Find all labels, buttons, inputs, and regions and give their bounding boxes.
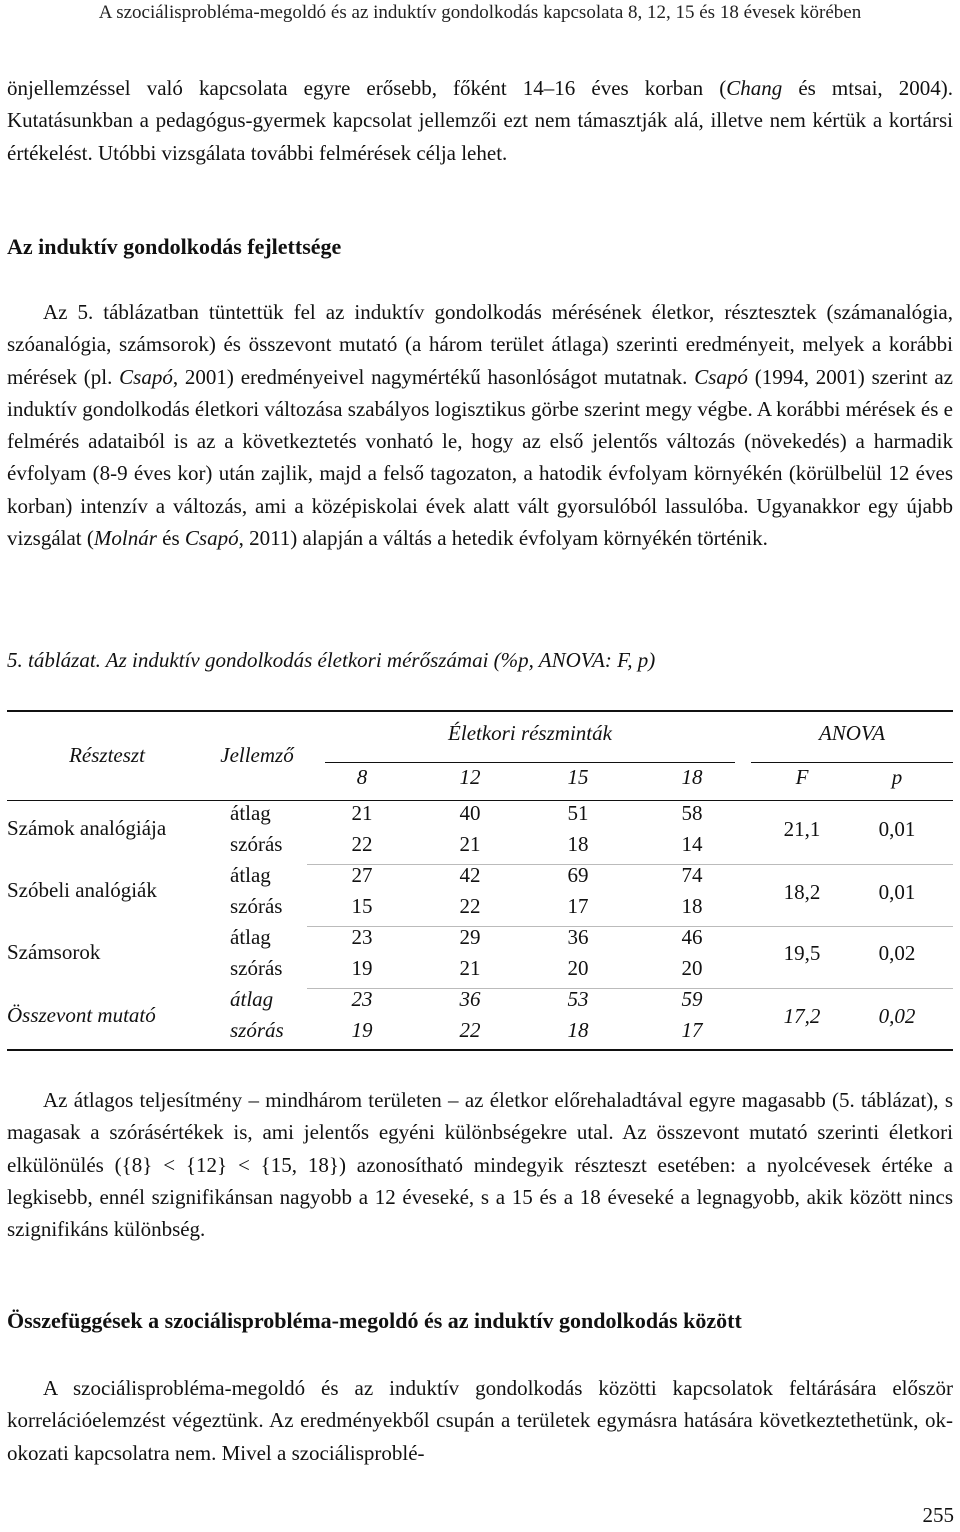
cell-sd-8: 19 xyxy=(351,1018,373,1042)
row-measure-mean: átlag xyxy=(230,863,271,887)
row-measure-sd: szórás xyxy=(230,832,283,856)
row-measure-mean: átlag xyxy=(230,801,271,825)
row-separator xyxy=(307,988,953,989)
header-subtest: Részteszt xyxy=(69,743,145,767)
cell-sd-18: 18 xyxy=(681,894,703,918)
para1-text-3: (1994, 2001) szerint az induktív gondolkodás életkori változása szabályos logisztikus görbe szerint megy végbe. A korábbi mérések és e felmérés adataiból is az a következtetés vonható le, hogy az első jelentős változás (növekedés) a harmadik évfolyam (8-9 éves kor) után zajlik, majd a felső tagozaton, a hatodik évfolyam környékén (körülbelül 12 éves korban) intenzív a változás, ami a középiskolai évek alatt vált gyorsulóból lassulóba. Ugyanakkor egy újabb vizsgálat ( xyxy=(7,364,953,551)
intro-text-1: önjellemzéssel való kapcsolata egyre erősebb, főként 14–16 éves korban ( xyxy=(7,76,727,100)
para1-text-1: Az 5. táblázatban tüntettük fel az induktív gondolkodás mérésének életkor, résztesztek (számanalógia, szóanalógia, számsorok) és összevont mutató (a három terület átlaga) szerinti eredményeit, melyek a korábbi mérések (pl. xyxy=(7,300,953,389)
table-caption-label: 5. táblázat. xyxy=(7,648,101,672)
page-number: 255 xyxy=(922,1503,954,1527)
cell-mean-15: 53 xyxy=(567,987,589,1011)
cell-sd-18: 20 xyxy=(681,956,703,980)
row-subtest-name: Szóbeli analógiák xyxy=(7,878,157,902)
row-separator xyxy=(307,864,953,865)
paragraph-age-differences: Az átlagos teljesítmény – mindhárom területen – az életkor előrehaladtával egyre magasabb (5. táblázat), s magasak a szórásértékek is, ami jelentős egyéni különbségekre utal. Az összevont mutató szerinti életkori elkülönülés ({8} < {12} < {15, 18}) azonosítható mindegyik részteszt esetében: a nyolcévesek értéke a legkisebb, ennél szignifikánsan nagyobb a 12 éveseké, s a 15 és a 18 éveseké a legnagyobb, akik között nincs szignifikáns különbség. xyxy=(7,1088,953,1242)
header-anova-f: F xyxy=(795,765,809,789)
cell-mean-18: 46 xyxy=(681,925,703,949)
para1-text-5: , 2011) alapján a váltás a hetedik évfolyam környékén történik. xyxy=(238,526,768,551)
cell-mean-8: 27 xyxy=(351,863,373,887)
para1-text-4: és xyxy=(156,526,185,551)
header-age-8: 8 xyxy=(356,765,368,789)
cell-mean-18: 74 xyxy=(681,863,703,887)
section-title-relationships: Összefüggések a szociálisprobléma-megoldó és az induktív gondolkodás között xyxy=(7,1308,742,1333)
cell-mean-8: 23 xyxy=(351,987,373,1011)
cell-anova-p: 0,01 xyxy=(878,880,916,904)
cell-sd-8: 15 xyxy=(351,894,373,918)
cell-mean-15: 69 xyxy=(567,863,589,887)
cell-mean-12: 29 xyxy=(459,925,481,949)
row-measure-sd: szórás xyxy=(230,1018,284,1042)
running-header: A szociálisprobléma-megoldó és az induktív gondolkodás kapcsolata 8, 12, 15 és 18 évesek körében xyxy=(98,2,862,23)
paragraph-correlation: A szociálisprobléma-megoldó és az induktív gondolkodás közötti kapcsolatok feltárására először korrelációelemzést végeztünk. Az eredményekből csupán a területek egymásra hatására következtethetünk, ok-okozati kapcsolatra nem. Mivel a szociálisproblé- xyxy=(7,1376,953,1465)
row-measure-sd: szórás xyxy=(230,894,283,918)
cell-mean-8: 23 xyxy=(351,925,373,949)
row-subtest-name: Számok analógiája xyxy=(7,816,167,840)
cell-mean-8: 21 xyxy=(351,801,373,825)
cell-anova-p: 0,02 xyxy=(878,1004,916,1028)
cell-sd-18: 17 xyxy=(681,1018,703,1042)
cell-mean-18: 59 xyxy=(681,987,703,1011)
para1-citation-3: Molnár xyxy=(93,526,157,551)
row-measure-mean: átlag xyxy=(230,987,274,1011)
table-bottom-rule xyxy=(7,1049,953,1051)
group-rule-ages xyxy=(325,762,735,763)
cell-sd-15: 18 xyxy=(567,832,589,856)
cell-sd-12: 22 xyxy=(459,894,481,918)
cell-anova-p: 0,02 xyxy=(878,941,916,965)
cell-mean-15: 36 xyxy=(567,925,589,949)
header-age-12: 12 xyxy=(459,765,481,789)
cell-sd-15: 18 xyxy=(567,1018,589,1042)
cell-sd-12: 21 xyxy=(459,832,481,856)
cell-sd-8: 19 xyxy=(351,956,373,980)
paragraph-inductive-development xyxy=(7,296,953,554)
cell-sd-12: 22 xyxy=(459,1018,481,1042)
cell-mean-12: 36 xyxy=(459,987,481,1011)
cell-sd-15: 20 xyxy=(567,956,589,980)
row-subtest-name: Összevont mutató xyxy=(7,1003,156,1027)
para1-text-2: , 2001) eredményeivel nagymértékű hasonlóságot mutatnak. xyxy=(172,364,695,389)
cell-mean-15: 51 xyxy=(567,801,589,825)
cell-anova-f: 19,5 xyxy=(783,941,821,965)
intro-citation-author: Chang xyxy=(726,76,783,100)
cell-mean-12: 40 xyxy=(459,801,481,825)
cell-anova-f: 21,1 xyxy=(783,817,821,841)
row-measure-sd: szórás xyxy=(230,956,283,980)
cell-anova-f: 18,2 xyxy=(783,880,821,904)
intro-text-2: és mtsai, 2004). Kutatásunkban a pedagógus-gyermek kapcsolat jellemzői ezt nem támasztják alá, illetve nem kértük a kortársi értékelést. Utóbbi vizsgálata további felmérések célja lehet. xyxy=(7,76,953,165)
cell-sd-18: 14 xyxy=(681,832,703,856)
cell-sd-12: 21 xyxy=(459,956,481,980)
intro-paragraph xyxy=(7,72,953,169)
para1-citation-1: Csapó xyxy=(119,364,173,389)
cell-anova-f: 17,2 xyxy=(783,1004,821,1028)
row-subtest-name: Számsorok xyxy=(7,940,101,964)
cell-anova-p: 0,01 xyxy=(878,817,916,841)
section-title-inductive: Az induktív gondolkodás fejlettsége xyxy=(7,234,342,259)
para1-citation-4: Csapó xyxy=(184,526,239,551)
cell-sd-15: 17 xyxy=(567,894,589,918)
table-caption-text: Az induktív gondolkodás életkori mérőszámai (%p, ANOVA: F, p) xyxy=(100,648,656,672)
results-table xyxy=(7,710,953,1052)
cell-sd-8: 22 xyxy=(351,832,373,856)
row-separator xyxy=(307,926,953,927)
cell-mean-12: 42 xyxy=(459,863,481,887)
group-rule-anova xyxy=(751,762,953,763)
table-caption xyxy=(7,648,953,673)
table-top-rule xyxy=(7,710,953,712)
header-measure: Jellemző xyxy=(220,743,294,767)
header-age-groups: Életkori részminták xyxy=(448,721,612,745)
header-age-18: 18 xyxy=(681,765,703,789)
header-age-15: 15 xyxy=(567,765,589,789)
header-anova-p: p xyxy=(891,765,903,789)
cell-mean-18: 58 xyxy=(681,801,703,825)
para1-citation-2: Csapó xyxy=(694,364,748,389)
header-anova: ANOVA xyxy=(818,721,886,745)
row-measure-mean: átlag xyxy=(230,925,271,949)
